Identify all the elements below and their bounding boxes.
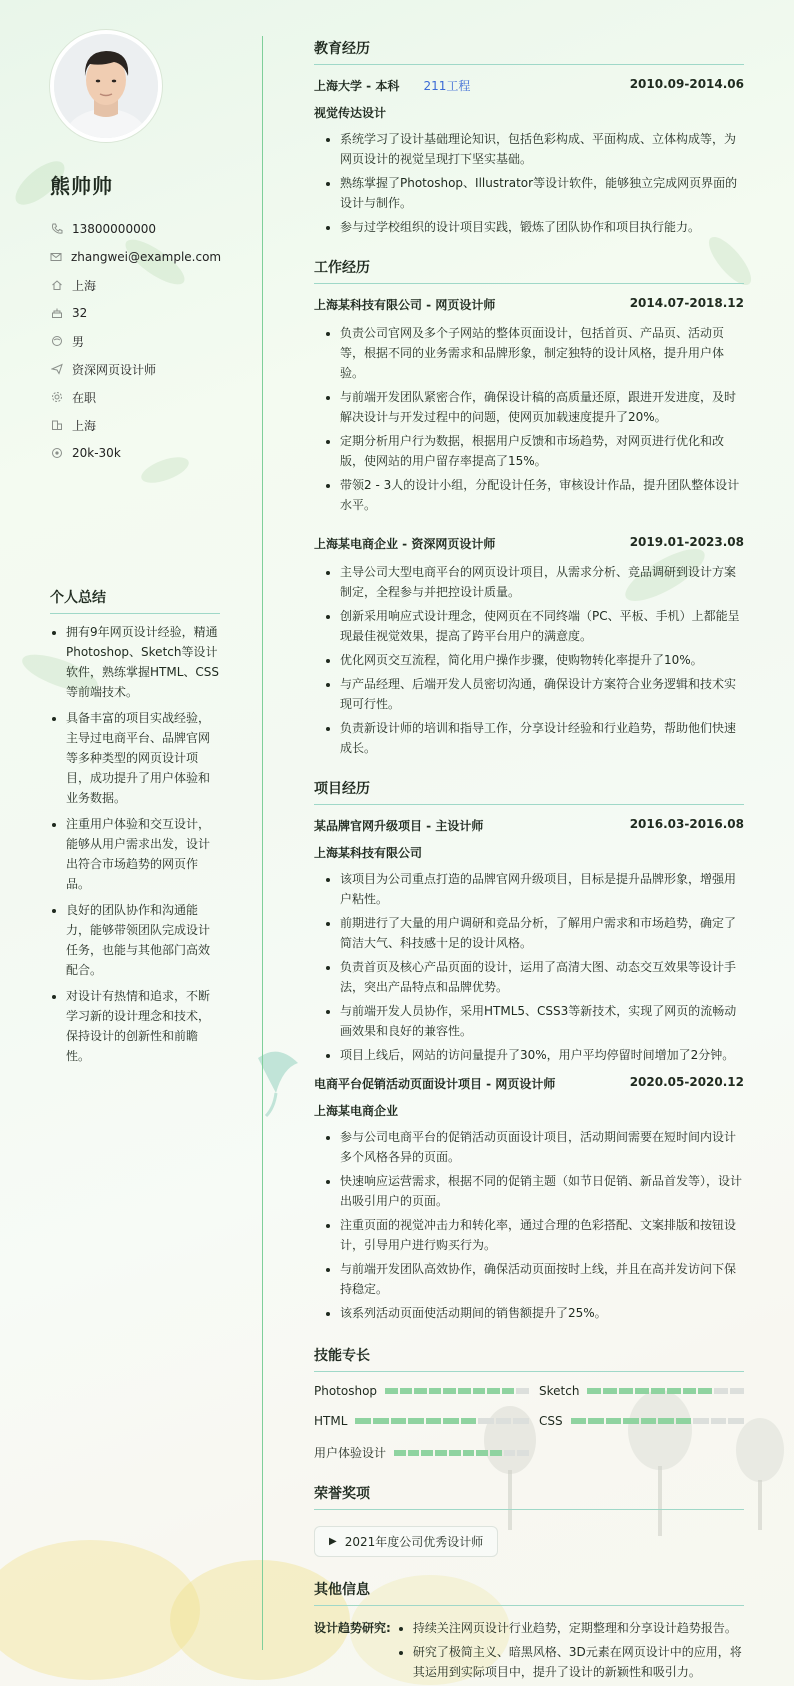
education-tag: 211工程 — [423, 79, 471, 93]
skill-segment — [516, 1388, 529, 1394]
skill-item — [539, 1384, 744, 1398]
summary-item: • 具备丰富的项目实战经验，主导过电商平台、品牌官网等多种类型的网页设计项目，成功提升了用户体验和业务数据。 — [66, 708, 220, 808]
skill-name: HTML — [314, 1414, 348, 1428]
info-phone-text: 13800000000 — [72, 222, 156, 236]
job-company: 上海某科技有限公司 - 网页设计师 — [314, 298, 496, 312]
awards-title: 荣誉奖项 — [314, 1483, 744, 1510]
info-salary — [50, 439, 220, 467]
skill-segment — [443, 1388, 456, 1394]
info-email-text: zhangwei@example.com — [71, 250, 222, 264]
bird-illustration — [248, 1038, 308, 1118]
home-icon — [50, 279, 63, 292]
skill-segment — [414, 1388, 427, 1394]
skill-segment — [394, 1450, 406, 1456]
project-item: • 该项目为公司重点打造的品牌官网升级项目，目标是提升品牌形象，增强用户粘性。 — [340, 869, 744, 909]
skills-grid — [314, 1384, 744, 1461]
skill-segment — [504, 1450, 516, 1456]
project-item: • 该系列活动页面使活动期间的销售额提升了25%。 — [340, 1303, 744, 1323]
info-status-text: 在职 — [72, 390, 97, 405]
skills-title: 技能专长 — [314, 1345, 744, 1372]
skill-segment — [635, 1388, 649, 1394]
skill-segment — [487, 1388, 500, 1394]
info-gender — [50, 327, 220, 355]
other-row — [314, 1618, 744, 1686]
skill-segment — [490, 1450, 502, 1456]
person-name: 熊帅帅 — [50, 174, 113, 198]
project-item: • 快速响应运营需求，根据不同的促销主题（如节日促销、新品首发等），设计出吸引用户的页面。 — [340, 1171, 744, 1211]
project-item: • 项目上线后，网站的访问量提升了30%，用户平均停留时间增加了2分钟。 — [340, 1045, 744, 1065]
info-status — [50, 383, 220, 411]
job-head — [314, 296, 744, 313]
skill-segment — [435, 1450, 447, 1456]
project-date: 2020.05-2020.12 — [629, 1075, 744, 1089]
info-age-text: 32 — [72, 306, 88, 320]
project-head — [314, 1075, 744, 1092]
phone-icon — [50, 223, 63, 236]
project-item: • 与前端开发团队高效协作，确保活动页面按时上线，并且在高并发访问下保持稳定。 — [340, 1259, 744, 1299]
info-location-text: 上海 — [72, 278, 97, 293]
other-list — [391, 1618, 744, 1686]
play-icon: ▶ — [329, 1536, 337, 1547]
skill-bar — [587, 1388, 744, 1394]
skill-segment — [478, 1418, 494, 1424]
skill-segment — [619, 1388, 633, 1394]
skill-segment — [730, 1388, 744, 1394]
education-school: 上海大学 - 本科 — [314, 79, 400, 93]
job-item: • 主导公司大型电商平台的网页设计项目，从需求分析、竞品调研到设计方案制定，全程参与并把控设计质量。 — [340, 562, 744, 602]
status-icon — [50, 391, 63, 404]
award-item[interactable] — [314, 1526, 498, 1557]
info-city-text: 上海 — [72, 418, 97, 433]
gender-icon — [50, 335, 63, 348]
education-item: • 熟练掌握了Photoshop、Illustrator等设计软件，能够独立完成网页界面的设计与制作。 — [340, 173, 744, 213]
sidebar — [50, 30, 220, 1072]
skill-segment — [461, 1418, 477, 1424]
summary-item: • 良好的团队协作和沟通能力，能够带领团队完成设计任务，也能与其他部门高效配合。 — [66, 900, 220, 980]
job-list — [314, 323, 744, 515]
job-list — [314, 562, 744, 758]
skill-segment — [476, 1450, 488, 1456]
project-company: 上海某科技有限公司 — [314, 846, 423, 860]
skill-segment — [667, 1388, 681, 1394]
avatar-portrait-icon — [54, 34, 158, 138]
job-item: • 与产品经理、后端开发人员密切沟通，确保设计方案符合业务逻辑和技术实现可行性。 — [340, 674, 744, 714]
job-date: 2014.07-2018.12 — [629, 296, 744, 310]
education-list — [314, 129, 744, 237]
other-item: • 研究了极简主义、暗黑风格、3D元素在网页设计中的应用，将其运用到实际项目中，提升了设计的新颖性和吸引力。 — [413, 1642, 744, 1682]
skill-segment — [714, 1388, 728, 1394]
info-email — [50, 243, 220, 271]
project-item: • 参与公司电商平台的促销活动页面设计项目，活动期间需要在短时间内设计多个风格各异的页面。 — [340, 1127, 744, 1167]
skill-segment — [603, 1388, 617, 1394]
info-salary-text: 20k-30k — [72, 446, 121, 460]
info-job-text: 资深网页设计师 — [72, 362, 157, 377]
main-column — [314, 38, 744, 1686]
info-gender-text: 男 — [72, 334, 85, 349]
project-company: 上海某电商企业 — [314, 1104, 399, 1118]
skill-segment — [408, 1418, 424, 1424]
job-date: 2019.01-2023.08 — [629, 535, 744, 549]
skill-segment — [606, 1418, 622, 1424]
skill-segment — [676, 1418, 692, 1424]
skill-segment — [443, 1418, 459, 1424]
education-title: 教育经历 — [314, 38, 744, 65]
skill-segment — [421, 1450, 433, 1456]
project-item: • 前期进行了大量的用户调研和竞品分析，了解用户需求和市场趋势，确定了简洁大气、科技感十足的设计风格。 — [340, 913, 744, 953]
skill-segment — [588, 1418, 604, 1424]
skill-bar — [571, 1418, 744, 1424]
summary-item: • 拥有9年网页设计经验，精通Photoshop、Sketch等设计软件，熟练掌握HTML、CSS等前端技术。 — [66, 622, 220, 702]
skill-item — [314, 1384, 529, 1398]
skill-bar — [355, 1418, 529, 1424]
info-age — [50, 299, 220, 327]
age-icon — [50, 307, 63, 320]
other-title: 其他信息 — [314, 1579, 744, 1606]
skill-segment — [355, 1418, 371, 1424]
skill-segment — [728, 1418, 744, 1424]
skill-segment — [385, 1388, 398, 1394]
other-item: • 持续关注网页设计行业趋势，定期整理和分享设计趋势报告。 — [413, 1618, 744, 1638]
skill-segment — [693, 1418, 709, 1424]
skill-name: CSS — [539, 1414, 563, 1428]
skill-name: 用户体验设计 — [314, 1446, 387, 1460]
info-phone — [50, 215, 220, 243]
info-location — [50, 271, 220, 299]
summary-item: • 对设计有热情和追求，不断学习新的设计理念和技术，保持设计的创新性和前瞻性。 — [66, 986, 220, 1066]
education-head — [314, 77, 744, 94]
summary-title: 个人总结 — [50, 587, 220, 614]
job-item: • 带领2 - 3人的设计小组，分配设计任务，审核设计作品，提升团队整体设计水平。 — [340, 475, 744, 515]
skill-segment — [623, 1418, 639, 1424]
skill-segment — [658, 1418, 674, 1424]
column-divider — [262, 36, 263, 1650]
skill-segment — [698, 1388, 712, 1394]
mail-icon — [50, 251, 62, 264]
skill-segment — [391, 1418, 407, 1424]
job-item: • 负责新设计师的培训和指导工作，分享设计经验和行业趋势，帮助他们快速成长。 — [340, 718, 744, 758]
skill-segment — [449, 1450, 461, 1456]
project-name: 电商平台促销活动页面设计项目 - 网页设计师 — [314, 1077, 556, 1091]
info-city — [50, 411, 220, 439]
skill-segment — [408, 1450, 420, 1456]
avatar — [50, 30, 162, 142]
skill-segment — [373, 1418, 389, 1424]
skill-segment — [711, 1418, 727, 1424]
project-list — [314, 1127, 744, 1323]
project-date: 2016.03-2016.08 — [629, 817, 744, 831]
skill-segment — [426, 1418, 442, 1424]
job-item: • 负责公司官网及多个子网站的整体页面设计，包括首页、产品页、活动页等，根据不同的业务需求和品牌形象，制定独特的设计风格，提升用户体验。 — [340, 323, 744, 383]
skill-item — [314, 1414, 529, 1428]
skill-segment — [458, 1388, 471, 1394]
skill-segment — [517, 1450, 529, 1456]
job-item: • 定期分析用户行为数据，根据用户反馈和市场趋势，对网页进行优化和改版，使网站的用户留存率提高了15%。 — [340, 431, 744, 471]
salary-icon — [50, 447, 63, 460]
job-item: • 与前端开发团队紧密合作，确保设计稿的高质量还原，跟进开发进度，及时解决设计与开发过程中的问题，使网页加载速度提升了20%。 — [340, 387, 744, 427]
job-head — [314, 535, 744, 552]
skill-segment — [473, 1388, 486, 1394]
skill-bar — [385, 1388, 529, 1394]
education-item: • 系统学习了设计基础理论知识，包括色彩构成、平面构成、立体构成等，为网页设计的视觉呈现打下坚实基础。 — [340, 129, 744, 169]
skill-segment — [502, 1388, 515, 1394]
skill-segment — [513, 1418, 529, 1424]
project-item: • 与前端开发人员协作，采用HTML5、CSS3等新技术，实现了网页的流畅动画效果和良好的兼容性。 — [340, 1001, 744, 1041]
project-name: 某品牌官网升级项目 - 主设计师 — [314, 819, 484, 833]
skill-segment — [400, 1388, 413, 1394]
education-major: 视觉传达设计 — [314, 106, 387, 120]
job-icon — [50, 363, 63, 376]
skill-segment — [429, 1388, 442, 1394]
skill-item — [314, 1444, 529, 1461]
info-job — [50, 355, 220, 383]
skill-item — [539, 1414, 744, 1428]
project-item: • 负责首页及核心产品页面的设计，运用了高清大图、动态交互效果等设计手法，突出产品特点和品牌优势。 — [340, 957, 744, 997]
job-item: • 优化网页交互流程，简化用户操作步骤，使购物转化率提升了10%。 — [340, 650, 744, 670]
education-item: • 参与过学校组织的设计项目实践，锻炼了团队协作和项目执行能力。 — [340, 217, 744, 237]
skill-segment — [641, 1418, 657, 1424]
skill-name: Sketch — [539, 1384, 580, 1398]
city-icon — [50, 419, 63, 432]
job-item: • 创新采用响应式设计理念，使网页在不同终端（PC、平板、手机）上都能呈现最佳视觉效果，提高了跨平台用户的满意度。 — [340, 606, 744, 646]
skill-segment — [683, 1388, 697, 1394]
education-date: 2010.09-2014.06 — [629, 77, 744, 91]
project-list — [314, 869, 744, 1065]
projects-title: 项目经历 — [314, 778, 744, 805]
skill-name: Photoshop — [314, 1384, 378, 1398]
other-label: 设计趋势研究: — [314, 1621, 391, 1635]
skill-segment — [587, 1388, 601, 1394]
skill-segment — [571, 1418, 587, 1424]
summary-list — [50, 622, 220, 1066]
skill-segment — [496, 1418, 512, 1424]
skill-segment — [651, 1388, 665, 1394]
skill-segment — [463, 1450, 475, 1456]
project-item: • 注重页面的视觉冲击力和转化率，通过合理的色彩搭配、文案排版和按钮设计，引导用户进行购买行为。 — [340, 1215, 744, 1255]
project-head — [314, 817, 744, 834]
work-title: 工作经历 — [314, 257, 744, 284]
summary-item: • 注重用户体验和交互设计，能够从用户需求出发，设计出符合市场趋势的网页作品。 — [66, 814, 220, 894]
job-company: 上海某电商企业 - 资深网页设计师 — [314, 537, 496, 551]
skill-bar — [394, 1450, 529, 1456]
award-text: 2021年度公司优秀设计师 — [344, 1535, 484, 1549]
